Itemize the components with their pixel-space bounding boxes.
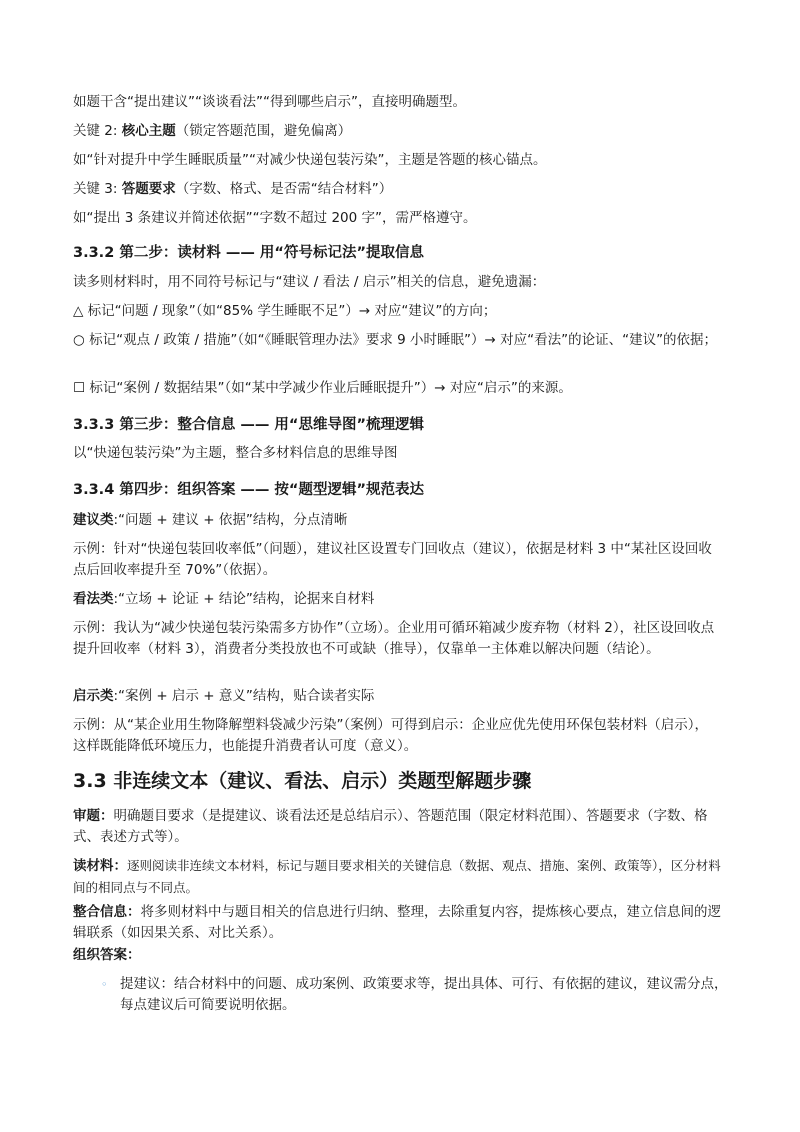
opinion-type-label: 看法类 — [73, 591, 114, 607]
paragraph-enlightenment-example: 示例：从“某企业用生物降解塑料袋减少污染”（案例）可得到启示：企业应优先使用环保包装材料（启示），这样既能降低环境压力，也能提升消费者认可度（意义）。 — [73, 717, 708, 754]
paragraph-suggestion-example: 示例：针对“快递包装回收率低”（问题），建议社区设置专门回收点（建议），依据是材料 3 中“某社区设回收点后回收率提升至 70%”（依据）。 — [73, 541, 712, 578]
step-review-desc: 明确题目要求（是提建议、谈看法还是总结启示）、答题范围（限定材料范围）、答题要求（字数、格式、表述方式等）。 — [73, 808, 708, 845]
key-2-prefix: 关键 2: — [73, 123, 122, 139]
bullet-marker: ◦ — [101, 978, 108, 991]
paragraph-step-integrate — [73, 902, 721, 944]
heading-3-3-3: 3.3.3 第三步：整合信息 —— 用“思维导图”梳理逻辑 — [73, 417, 424, 433]
key-2-title: 核心主题 — [121, 123, 176, 139]
paragraph-key-3 — [73, 179, 721, 200]
paragraph-step-read — [73, 855, 721, 899]
paragraph-step-organize — [73, 945, 721, 966]
key-3-prefix: 关键 3: — [73, 181, 122, 197]
key-2-desc: （锁定答题范围，避免偏离） — [175, 123, 352, 139]
suggestion-type-desc: :“问题 + 建议 + 依据”结构，分点清晰 — [113, 512, 348, 528]
paragraph-triangle-mark: △ 标记“问题 / 现象”（如“85% 学生睡眠不足”）→ 对应“建议”的方向； — [73, 303, 497, 319]
enlightenment-type-desc: :“案例 + 启示 + 意义”结构，贴合读者实际 — [113, 688, 375, 704]
step-integrate-label: 整合信息： — [73, 904, 141, 920]
step-organize-label: 组织答案： — [73, 947, 141, 963]
heading-3-3: 3.3 非连续文本（建议、看法、启示）类题型解题步骤 — [73, 770, 532, 792]
paragraph-circle-mark: ○ 标记“观点 / 政策 / 措施”（如“《睡眠管理办法》要求 9 小时睡眠”）→ 对应“看法”的论证、“建议”的依据； — [73, 332, 718, 348]
step-read-label: 读材料： — [73, 858, 127, 874]
opinion-type-desc: :“立场 + 论证 + 结论”结构，论据来自材料 — [113, 591, 375, 607]
paragraph-requirement-example: 如“提出 3 条建议并简述依据”“字数不超过 200 字”，需严格遵守。 — [73, 210, 477, 226]
paragraph-enlightenment-type — [73, 686, 721, 707]
paragraph-step-review — [73, 806, 721, 848]
heading-3-3-2: 3.3.2 第二步：读材料 —— 用“符号标记法”提取信息 — [73, 245, 424, 261]
paragraph-reading-intro: 读多则材料时，用不同符号标记与“建议 / 看法 / 启示”相关的信息，避免遗漏： — [73, 274, 546, 290]
step-integrate-desc: 将多则材料中与题目相关的信息进行归纳、整理，去除重复内容，提炼核心要点，建立信息间的逻辑联系（如因果关系、对比关系）。 — [73, 904, 721, 941]
paragraph-opinion-type — [73, 589, 721, 610]
paragraph-square-mark: ☐ 标记“案例 / 数据结果”（如“某中学减少作业后睡眠提升”）→ 对应“启示”的来源。 — [73, 380, 572, 396]
paragraph-opinion-example: 示例：我认为“减少快递包装污染需多方协作”（立场）。企业用可循环箱减少废弃物（材料 2），社区设回收点提升回收率（材料 3），消费者分类投放也不可或缺（推导），仅靠单一主体难以解决问题（结论）。 — [73, 620, 715, 657]
paragraph-key-2 — [73, 121, 721, 142]
key-3-desc: （字数、格式、是否需“结合材料”） — [175, 181, 393, 197]
bullet-suggestion-text: 提建议：结合材料中的问题、成功案例、政策要求等，提出具体、可行、有依据的建议，建议需分点，每点建议后可简要说明依据。 — [120, 976, 728, 1013]
key-3-title: 答题要求 — [121, 181, 176, 197]
step-review-label: 审题： — [73, 808, 114, 824]
paragraph-question-type-hint: 如题干含“提出建议”“谈谈看法”“得到哪些启示”，直接明确题型。 — [73, 94, 466, 110]
paragraph-mindmap-caption: 以“快递包装污染”为主题，整合多材料信息的思维导图 — [73, 445, 398, 461]
suggestion-type-label: 建议类 — [73, 512, 114, 528]
paragraph-suggestion-type — [73, 510, 721, 531]
step-read-desc: 逐则阅读非连续文本材料，标记与题目要求相关的关键信息（数据、观点、措施、案例、政策等），区分材料间的相同点与不同点。 — [73, 858, 721, 895]
paragraph-theme-example: 如“针对提升中学生睡眠质量”“对减少快递包装污染”，主题是答题的核心锚点。 — [73, 152, 547, 168]
heading-3-3-4: 3.3.4 第四步：组织答案 —— 按“题型逻辑”规范表达 — [73, 482, 424, 498]
enlightenment-type-label: 启示类 — [73, 688, 114, 704]
